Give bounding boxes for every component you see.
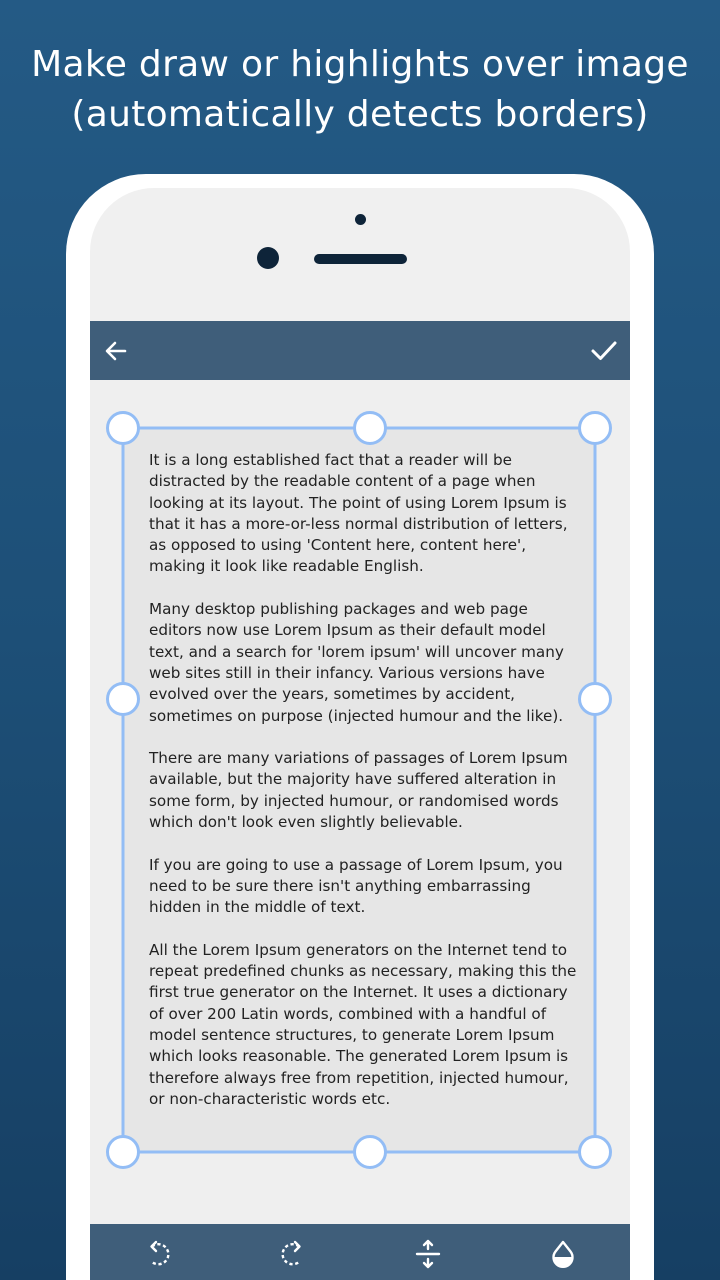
color-drop-icon: [548, 1239, 578, 1269]
document-paragraph: All the Lorem Ipsum generators on the Internet tend to repeat predefined chunks as necessary, making this the first true generator on the Internet. It uses a dictionary of over 200 Latin words, combined with a handful of model sentence structures, to generate Lorem Ipsum which looks reasonable. The generated Lorem Ipsum is therefore always free from repetition, injected humour, or non-characteristic words etc.: [149, 940, 577, 1108]
crop-handle-top-left[interactable]: [108, 413, 139, 444]
crop-selection: [90, 321, 630, 1280]
crop-handle-bottom-center[interactable]: [355, 1137, 386, 1168]
crop-handle-top-right[interactable]: [580, 413, 611, 444]
headline-line-1: Make draw or highlights over image: [31, 44, 689, 85]
document-paragraph: Many desktop publishing packages and web page editors now use Lorem Ipsum as their default model text, and a search for 'lorem ipsum' will uncover many web sites still in their infancy. Various versions have evolved over the years, sometimes by accident, sometimes on purpose (injected humour and the like).: [149, 600, 564, 725]
phone-speaker: [314, 254, 407, 264]
crop-handle-middle-left[interactable]: [108, 684, 139, 715]
rotate-left-icon: [143, 1239, 173, 1269]
rotate-right-button[interactable]: [225, 1224, 360, 1280]
proximity-sensor: [355, 214, 366, 225]
front-camera: [257, 247, 279, 269]
document-paragraph: There are many variations of passages of Lorem Ipsum available, but the majority have suffered alteration in some form, by injected humour, or randomised words which don't look even slightly believable.: [149, 749, 568, 832]
flip-vertical-button[interactable]: [360, 1224, 495, 1280]
rotate-right-icon: [278, 1239, 308, 1269]
bottom-toolbar: [90, 1224, 630, 1280]
promo-headline: [0, 40, 720, 140]
headline-line-2: (automatically detects borders): [71, 94, 649, 135]
document-paragraph: It is a long established fact that a reader will be distracted by the readable content of a page when looking at its layout. The point of using Lorem Ipsum is that it has a more-or-less normal distribution of letters, as opposed to using 'Content here, content here', making it look like readable English.: [149, 451, 568, 576]
crop-handle-middle-right[interactable]: [580, 684, 611, 715]
crop-handle-bottom-right[interactable]: [580, 1137, 611, 1168]
document-paragraph: If you are going to use a passage of Lorem Ipsum, you need to be sure there isn't anything embarrassing hidden in the middle of text.: [149, 855, 563, 917]
crop-handle-top-center[interactable]: [355, 413, 386, 444]
color-drop-button[interactable]: [495, 1224, 630, 1280]
flip-vertical-icon: [413, 1239, 443, 1269]
crop-handle-bottom-left[interactable]: [108, 1137, 139, 1168]
crop-border[interactable]: [123, 428, 595, 1152]
rotate-left-button[interactable]: [90, 1224, 225, 1280]
app-screen: [90, 321, 630, 1280]
